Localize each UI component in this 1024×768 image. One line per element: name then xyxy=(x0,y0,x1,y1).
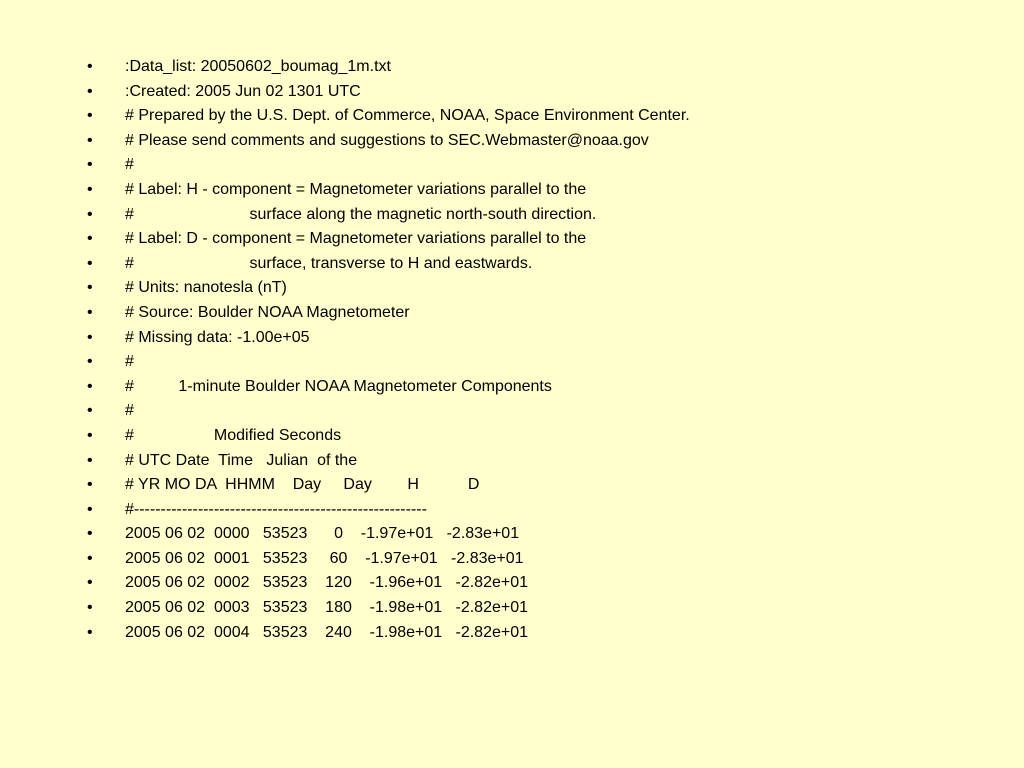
bullet-text: # Missing data: -1.00e+05 xyxy=(125,328,310,346)
bullet-marker: • xyxy=(87,599,93,617)
bullet-text: # xyxy=(125,402,134,420)
bullet-marker: • xyxy=(87,377,93,395)
bullet-marker: • xyxy=(87,279,93,297)
bullet-marker: • xyxy=(87,156,93,174)
bullet-text: 2005 06 02 0004 53523 240 -1.98e+01 -2.82e+01 xyxy=(125,623,528,641)
bullet-line xyxy=(0,596,1024,621)
bullet-text: # Please send comments and suggestions to SEC.Webmaster@noaa.gov xyxy=(125,131,649,149)
bullet-line xyxy=(0,621,1024,646)
bullet-marker: • xyxy=(87,58,93,75)
bullet-line xyxy=(0,153,1024,178)
bullet-text: #------------------------------------------------------- xyxy=(125,500,427,518)
bullet-marker: • xyxy=(87,525,93,543)
bullet-marker: • xyxy=(87,623,93,641)
bullet-line xyxy=(0,55,1024,80)
bullet-marker: • xyxy=(87,451,93,469)
bullet-marker: • xyxy=(87,303,93,321)
bullet-line xyxy=(0,104,1024,129)
bullet-marker: • xyxy=(87,574,93,592)
bullet-line xyxy=(0,522,1024,547)
bullet-text: # Prepared by the U.S. Dept. of Commerce, NOAA, Space Environment Center. xyxy=(125,107,690,125)
bullet-list xyxy=(0,55,1024,645)
bullet-marker: • xyxy=(87,426,93,444)
bullet-line xyxy=(0,375,1024,400)
bullet-line xyxy=(0,399,1024,424)
bullet-marker: • xyxy=(87,254,93,272)
bullet-marker: • xyxy=(87,402,93,420)
bullet-marker: • xyxy=(87,131,93,149)
bullet-line xyxy=(0,326,1024,351)
bullet-marker: • xyxy=(87,82,93,100)
bullet-text: # YR MO DA HHMM Day Day H D xyxy=(125,476,480,494)
bullet-text: :Data_list: 20050602_boumag_1m.txt xyxy=(125,58,391,75)
bullet-line xyxy=(0,449,1024,474)
bullet-line xyxy=(0,276,1024,301)
bullet-marker: • xyxy=(87,180,93,198)
bullet-text: # xyxy=(125,156,134,174)
bullet-text: # surface, transverse to H and eastwards. xyxy=(125,254,533,272)
bullet-line xyxy=(0,571,1024,596)
bullet-text: # Label: D - component = Magnetometer variations parallel to the xyxy=(125,230,587,248)
bullet-text: # surface along the magnetic north-south direction. xyxy=(125,205,597,223)
bullet-line xyxy=(0,424,1024,449)
bullet-text: :Created: 2005 Jun 02 1301 UTC xyxy=(125,82,361,100)
bullet-line xyxy=(0,301,1024,326)
bullet-marker: • xyxy=(87,353,93,371)
bullet-text: # Source: Boulder NOAA Magnetometer xyxy=(125,303,410,321)
bullet-marker: • xyxy=(87,476,93,494)
bullet-text: # xyxy=(125,353,134,371)
bullet-line xyxy=(0,498,1024,523)
bullet-line xyxy=(0,203,1024,228)
bullet-marker: • xyxy=(87,500,93,518)
bullet-line xyxy=(0,252,1024,277)
bullet-text: # Modified Seconds xyxy=(125,426,342,444)
bullet-marker: • xyxy=(87,549,93,567)
bullet-marker: • xyxy=(87,205,93,223)
bullet-text: # 1-minute Boulder NOAA Magnetometer Components xyxy=(125,377,552,395)
bullet-line xyxy=(0,129,1024,154)
bullet-line xyxy=(0,350,1024,375)
bullet-marker: • xyxy=(87,107,93,125)
bullet-line xyxy=(0,178,1024,203)
bullet-marker: • xyxy=(87,230,93,248)
bullet-text: 2005 06 02 0003 53523 180 -1.98e+01 -2.82e+01 xyxy=(125,599,528,617)
bullet-line xyxy=(0,473,1024,498)
bullet-text: # UTC Date Time Julian of the xyxy=(125,451,358,469)
bullet-text: 2005 06 02 0000 53523 0 -1.97e+01 -2.83e+01 xyxy=(125,525,520,543)
bullet-line xyxy=(0,227,1024,252)
bullet-line xyxy=(0,547,1024,572)
bullet-text: # Units: nanotesla (nT) xyxy=(125,279,287,297)
bullet-marker: • xyxy=(87,328,93,346)
bullet-text: 2005 06 02 0001 53523 60 -1.97e+01 -2.83e+01 xyxy=(125,549,524,567)
bullet-line xyxy=(0,80,1024,105)
bullet-text: 2005 06 02 0002 53523 120 -1.96e+01 -2.82e+01 xyxy=(125,574,528,592)
bullet-text: # Label: H - component = Magnetometer variations parallel to the xyxy=(125,180,587,198)
